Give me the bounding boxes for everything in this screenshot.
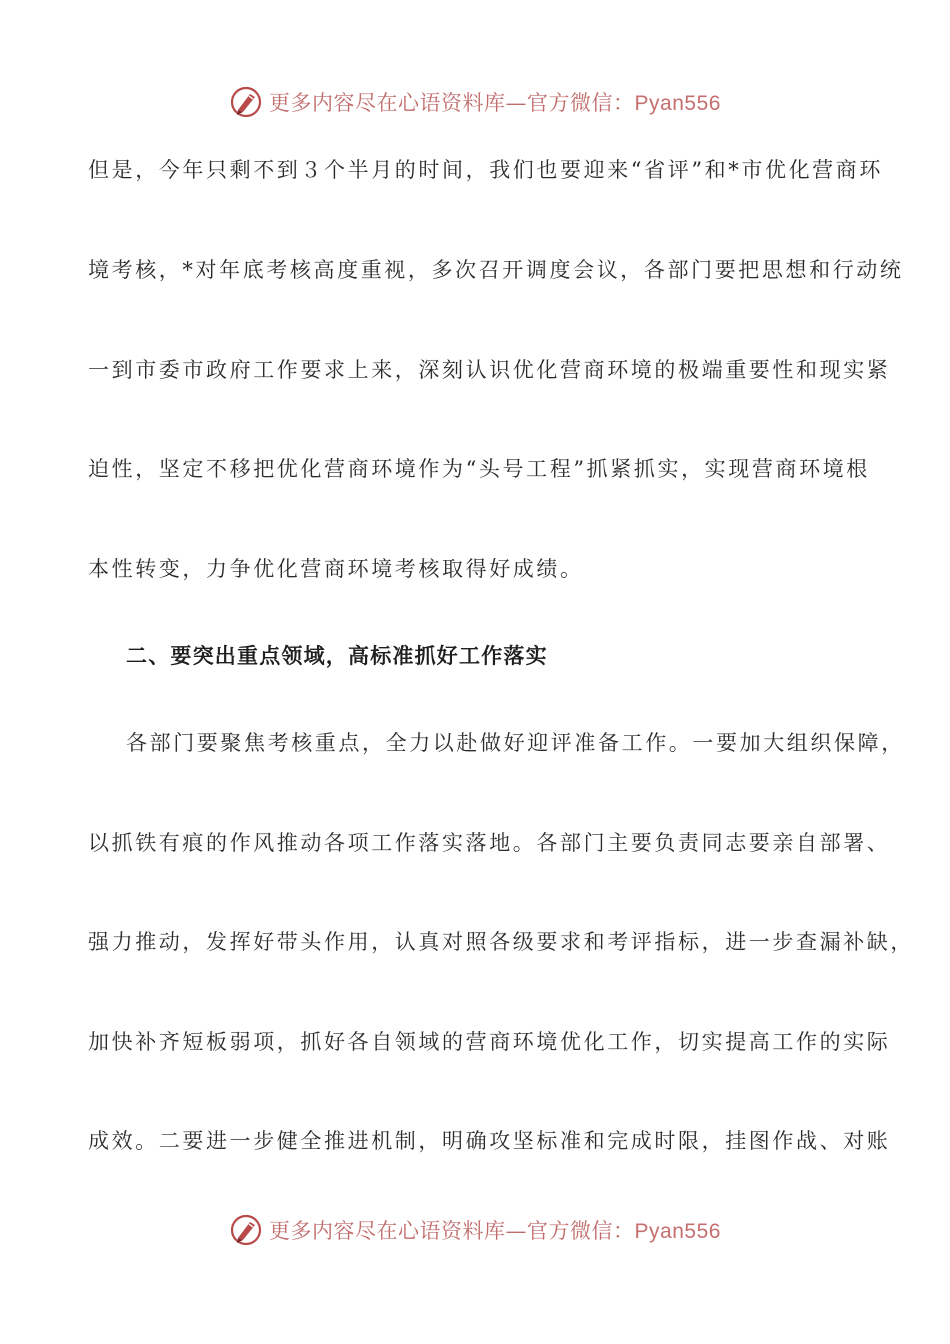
- wechat-id: Pyan556: [634, 92, 721, 115]
- text-line: 本性转变，力争优化营商环境考核取得好成绩。: [88, 557, 584, 581]
- header-watermark-banner: [0, 82, 950, 122]
- watermark-text: 更多内容尽在心语资料库—官方微信：Pyan556: [269, 1219, 721, 1243]
- text-line: 一到市委市政府工作要求上来，深刻认识优化营商环境的极端重要性和现实紧: [88, 358, 891, 382]
- footer-watermark-banner: [0, 1210, 950, 1250]
- text-line: 成效。二要进一步健全推进机制，明确攻坚标准和完成时限，挂图作战、对账: [88, 1129, 891, 1153]
- wechat-id: Pyan556: [634, 1220, 721, 1243]
- text-line: 各部门要聚焦考核重点，全力以赴做好迎评准备工作。一要加大组织保障，: [126, 731, 905, 755]
- pen-nib-logo-icon: [229, 1213, 263, 1247]
- text-line: 迫性，坚定不移把优化营商环境作为“头号工程”抓紧抓实，实现营商环境根: [88, 457, 870, 481]
- text-line: 强力推动，发挥好带头作用，认真对照各级要求和考评指标，进一步查漏补缺，: [88, 930, 914, 954]
- section-heading: 二、要突出重点领域，高标准抓好工作落实: [126, 644, 548, 668]
- text-line: 境考核，*对年底考核高度重视，多次召开调度会议，各部门要把思想和行动统: [88, 258, 904, 282]
- pen-nib-logo-icon: [229, 85, 263, 119]
- text-line: 以抓铁有痕的作风推动各项工作落实落地。各部门主要负责同志要亲自部署、: [88, 831, 891, 855]
- watermark-text: 更多内容尽在心语资料库—官方微信：Pyan556: [269, 91, 721, 115]
- text-line: 但是，今年只剩不到３个半月的时间，我们也要迎来“省评”和*市优化营商环: [88, 158, 883, 182]
- text-line: 加快补齐短板弱项，抓好各自领域的营商环境优化工作，切实提高工作的实际: [88, 1030, 891, 1054]
